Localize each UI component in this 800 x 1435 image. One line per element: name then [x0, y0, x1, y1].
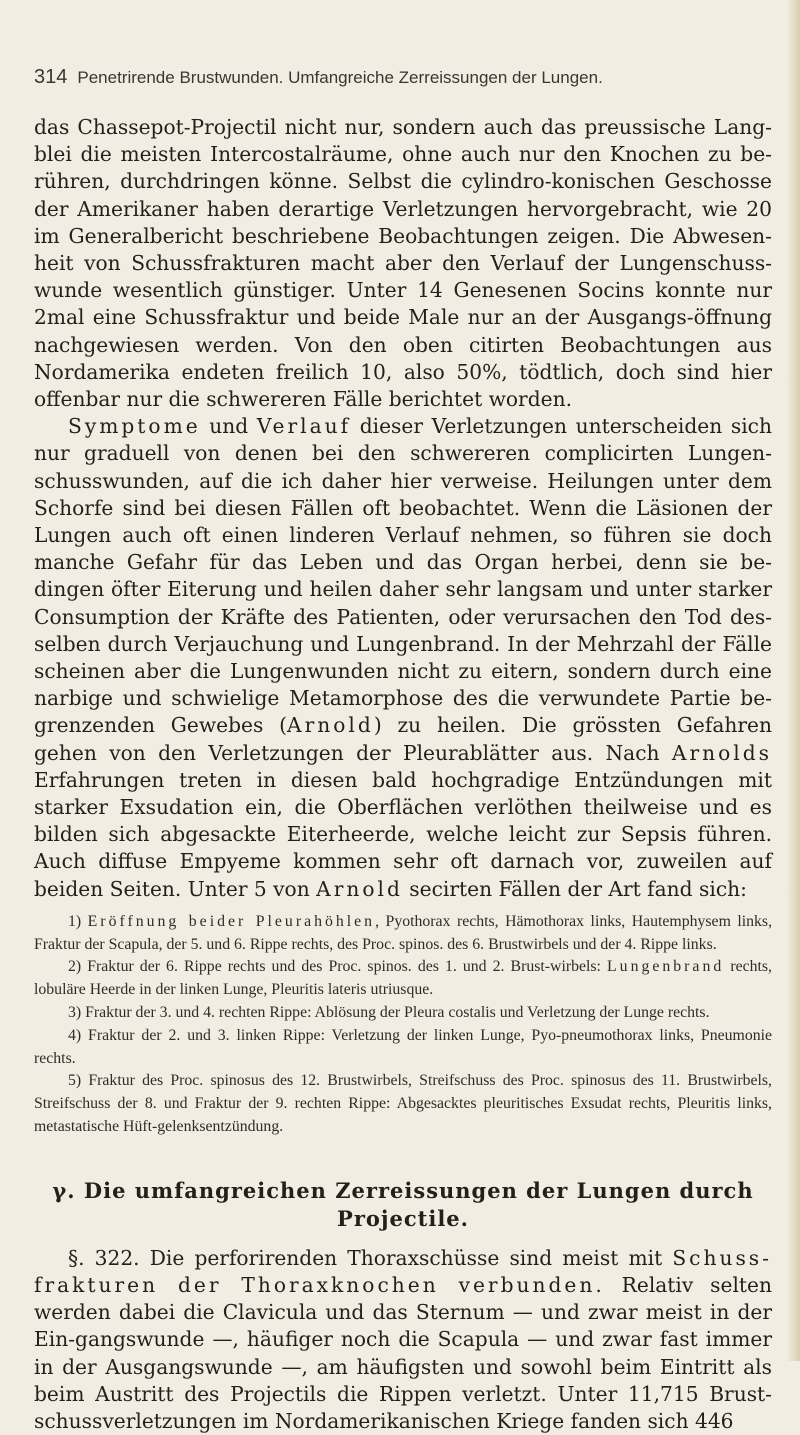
spaced-term: Symptome [68, 414, 201, 439]
paragraph-1: das Chassepot-Projectil nicht nur, sondern auch das preussische Lang-blei die meisten Intercostalräume, ohne auch nur den Knochen zu be-rühren, durchdringen könne. Selbst die cylindro-konischen Geschosse der Amerikaner haben derartige Verletzungen hervorgebracht, wie 20 im Generalbericht beschriebene Beobachtungen zeigen. Die Abwesen-heit von Schussfrakturen macht aber den Verlauf der Lungenschuss-wunde wesentlich günstiger. Unter 14 Genesenen Socins konnte nur 2mal eine Schussfraktur und beide Male nur an der Ausgangs-öffnung nachgewiesen werden. Von den oben citirten Beobachtungen aus Nordamerika endeten freilich 10, also 50%, tödtlich, doch sind hier offenbar nur die schwereren Fälle berichtet worden. [34, 115, 772, 412]
case-item: 3) Fraktur der 3. und 4. rechten Rippe: Ablösung der Pleura costalis und Verletzung der Lunge rechts. [68, 1004, 710, 1022]
case-list [34, 911, 772, 1139]
section-heading: γ. Die umfangreichen Zerreissungen der Lungen durch Projectile. [52, 1177, 754, 1231]
author-name: Arnolds [671, 740, 772, 765]
case-item: 2) Fraktur der 6. Rippe rechts und des Proc. spinos. des 1. und 2. Brust-wirbels: Lungenbrand rechts, lobuläre Heerde in der linken Lunge, Pleuritis lateris utriusque. [34, 958, 772, 999]
page-body [34, 114, 772, 1435]
paragraph-2: Symptome und Verlauf dieser Verletzungen unterscheiden sich nur graduell von denen bei den schwereren complicirten Lungen-schusswunden, auf die ich daher hier verweise. Heilungen unter dem Schorfe sind bei diesen Fällen oft beobachtet. Wenn die Läsionen der Lungen auch oft einen linderen Verlauf nehmen, so führen sie doch manche Gefahr für das Leben und das Organ herbei, denn sie be-dingen öfter Eiterung und heilen daher sehr langsam und unter starker Consumption der Kräfte des Patienten, oder verursachen den Tod des-selben durch Verjauchung und Lungenbrand. In der Mehrzahl der Fälle scheinen aber die Lungenwunden nicht zu eitern, sondern durch eine narbige und schwielige Metamorphose des die verwundete Partie be-grenzenden Gewebes (Arnold) zu heilen. Die grössten Gefahren gehen von den Verletzungen der Pleurablätter aus. Nach Arnolds Erfahrungen treten in diesen bald hochgradige Entzündungen mit starker Exsudation ein, die Oberflächen verlöthen theilweise und es bilden sich abgesackte Eiterheerde, welche leicht zur Sepsis führen. Auch diffuse Empyeme kommen sehr oft darnach vor, zuweilen auf beiden Seiten. Unter 5 von Arnold secirten Fällen der Art fand sich: [34, 414, 772, 901]
paragraph-3: §. 322. Die perforirenden Thoraxschüsse sind meist mit Schuss-frakturen der Thoraxknochen verbunden. Relativ selten werden dabei die Clavicula und das Sternum — und zwar meist in der Ein-gangswunde —, häufiger noch die Scapula — und zwar fast immer in der Ausgangswunde —, am häufigsten und sowohl beim Eintritt als beim Austritt des Projectils die Rippen verletzt. Unter 11,715 Brust-schussverletzungen im Nordamerikanischen Kriege fanden sich 446 [34, 1245, 772, 1434]
spaced-term: Verlauf [256, 414, 352, 439]
case-item: 5) Fraktur des Proc. spinosus des 12. Brustwirbels, Streifschuss des Proc. spinosus des 11. Brustwirbels, Streifschuss der 8. und Fraktur der 9. rechten Rippe: Abgesacktes pleuritisches Exsudat rechts, Pleuritis links, metastatische Hüft-gelenksentzündung. [34, 1072, 773, 1136]
running-header [34, 66, 774, 89]
spaced-term: Lungenbrand [607, 958, 725, 976]
spaced-term: Schuss-frakturen der Thoraxknochen verbunden. [34, 1245, 772, 1298]
page-edge-shadow [786, 0, 800, 1361]
page-number: 314 [34, 66, 68, 88]
case-item: 1) Eröffnung beider Pleurahöhlen, Pyothorax rechts, Hämothorax links, Hautemphysem links, Fraktur der Scapula, der 5. und 6. Rippe rechts, des Proc. spinos. des 6. Brustwirbels und der 4. Rippe links. [34, 912, 773, 953]
spaced-term: Eröffnung beider Pleurahöhlen [87, 912, 376, 930]
case-item: 4) Fraktur der 2. und 3. linken Rippe: Verletzung der linken Lunge, Pyo-pneumothorax links, Pneumonie rechts. [34, 1026, 773, 1067]
author-name: Arnold [287, 713, 374, 738]
running-title: Penetrirende Brustwunden. Umfangreiche Zerreissungen der Lungen. [77, 68, 603, 87]
author-name: Arnold [316, 876, 403, 901]
